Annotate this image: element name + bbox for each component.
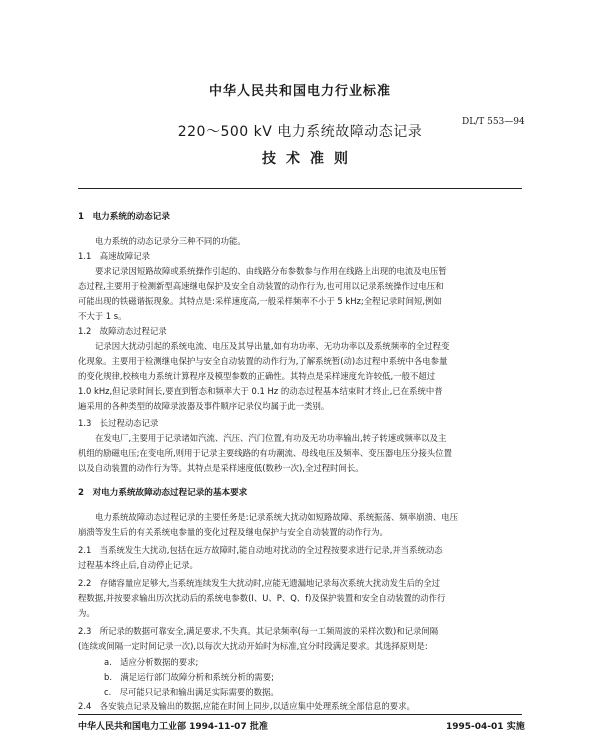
section-1-heading: 1 电力系统的动态记录 (78, 212, 170, 222)
standard-code: DL/T 553—94 (462, 117, 525, 127)
list-item: b. 满足运行部门故障分析和系统分析的需要; (104, 672, 274, 682)
section-1-2-heading: 1.2 故障动态过程记录 (78, 326, 167, 336)
paragraph-line: 以及自动装置的动作行为等。其特点是采样速度低(数秒一次),全过程时间长。 (78, 463, 364, 473)
clause-2-3: 2.3 所记录的数据可靠安全,满足要求,不失真。其记录频率(每一工频周波的采样次数)和记录间隔 (78, 626, 439, 636)
standard-body-title: 中华人民共和国电力行业标准 (208, 84, 391, 99)
paragraph-line: 在发电厂,主要用于记录诸如汽流、汽压、汽门位置,有功及无功功率输出,转子转速或频率以及主 (95, 433, 447, 443)
clause-2-2: 2.2 存储容量应足够大,当系统连续发生大扰动时,应能无遗漏地记录每次系统大扰动发生后的全过 (78, 578, 441, 588)
paragraph-line: 遍采用的各种类型的故障录波器及事件顺序记录仪均属于此一类别。 (78, 401, 330, 411)
paragraph-line: 不大于 1 s。 (78, 311, 127, 321)
paragraph-line: 要求记录因短路故障或系统操作引起的、由线路分布参数参与作用在线路上出现的电流及电压暂 (95, 266, 447, 276)
section-1-1-heading: 1.1 高速故障记录 (78, 251, 150, 261)
paragraph-line: 电力系统故障动态过程记录的主要任务是:记录系统大扰动如短路故障、系统振荡、频率崩溃、电压 (95, 512, 458, 522)
paragraph-line: 机组的励磁电压;在变电所,则用于记录主要线路的有功潮流、母线电压及频率、变压器电压分接头位置 (78, 448, 452, 458)
paragraph-line: 1.0 kHz,但记录时间长,要直到暂态和频率大于 0.1 Hz 的动态过程基本结束时才终止,已在系统中普 (78, 386, 443, 396)
list-item: a. 适应分析数据的要求; (104, 657, 199, 667)
paragraph-line: 程数据,并按要求输出历次扰动后的系统电参数(I、U、P、Q、f)及保护装置和安全自动装置的动作行 (78, 593, 446, 603)
clause-2-1: 2.1 当系统发生大扰动,包括在远方故障时,能自动地对扰动的全过程按要求进行记录,并当系统动态 (78, 545, 443, 555)
paragraph-line: 崩溃等发生后的有关系统电参量的变化过程及继电保护与安全自动装置的动作行为。 (78, 527, 388, 537)
document-subtitle: 技术准则 (262, 151, 358, 167)
paragraph-line: 可能出现的铁磁谐振现象。其特点是:采样速度高,一般采样频率不小于 5 kHz;全程记录时间短,例如 (78, 296, 442, 306)
paragraph-line: 化现象。主要用于检测继电保护与安全自动装置的动作行为,了解系统暂(动)态过程中系统中各电参量 (78, 356, 448, 366)
effective-date: 1995-04-01 实施 (446, 722, 525, 732)
section-1-intro: 电力系统的动态记录分三种不同的功能。 (95, 236, 246, 246)
paragraph-line: 记录因大扰动引起的系统电流、电压及其导出量,如有功功率、无功功率以及系统频率的全过程变 (95, 341, 450, 351)
paragraph-line: (连续或间隔一定时间记录一次),以每次大扰动开始时为标准,宜分时段满足要求。其选择原则是: (78, 641, 428, 651)
section-1-3-heading: 1.3 长过程动态记录 (78, 418, 159, 428)
paragraph-line: 为。 (78, 608, 95, 618)
paragraph-line: 的变化规律,校核电力系统计算程序及模型参数的正确性。其特点是采样速度允许较低,一般不超过 (78, 371, 436, 381)
paragraph-line: 过程基本终止后,自动停止记录。 (78, 560, 198, 570)
header-divider (78, 188, 522, 189)
footer-divider (78, 714, 522, 715)
approval-line: 中华人民共和国电力工业部 1994-11-07 批准 (78, 722, 268, 732)
list-item: c. 尽可能只记录和输出满足实际需要的数据。 (104, 687, 279, 697)
clause-2-4: 2.4 各安装点记录及输出的数据,应能在时间上同步,以适应集中处理系统全部信息的要求。 (78, 701, 415, 711)
document-title: 220～500 kV 电力系统故障动态记录 (177, 124, 423, 140)
paragraph-line: 态过程,主要用于检测新型高速继电保护及安全自动装置的动作行为,也可用以记录系统操作过电压和 (78, 281, 444, 291)
section-2-heading: 2 对电力系统故障动态过程记录的基本要求 (78, 488, 248, 498)
